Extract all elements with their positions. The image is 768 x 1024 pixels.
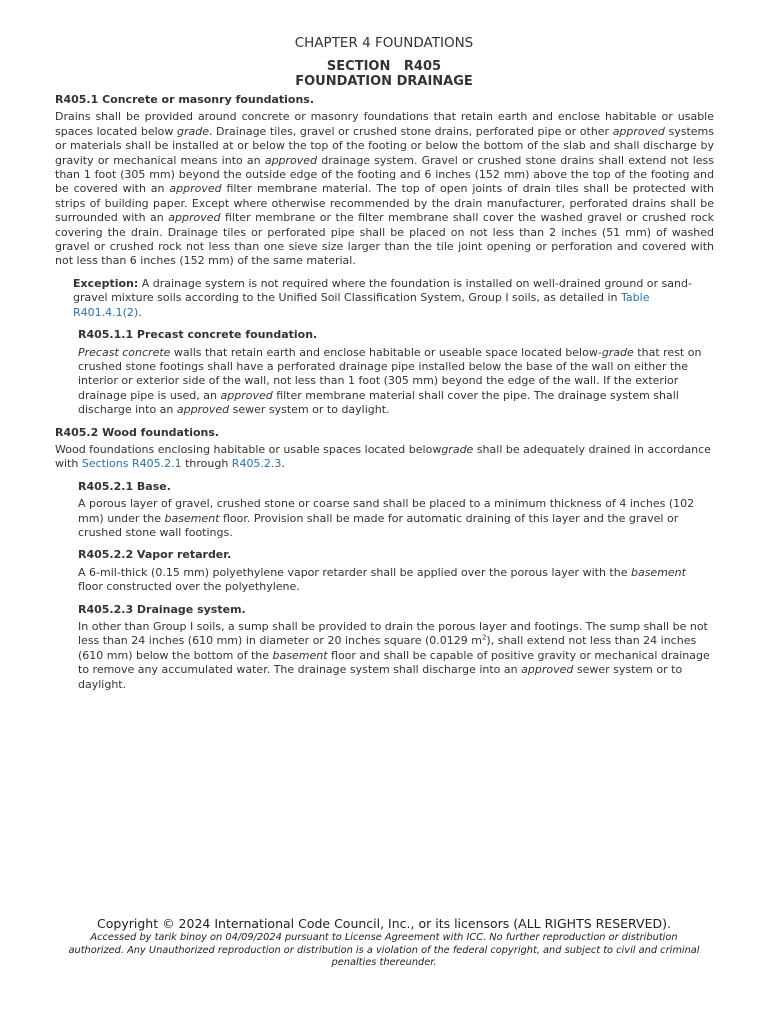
r405-2-2-heading: R405.2.2 Vapor retarder. bbox=[78, 548, 232, 562]
r405-2-3-paragraph: In other than Group I soils, a sump shall be provided to drain the porous layer and footings. The sump shall be not less than 24 inches (610 mm) in diameter or 20 inches square (0.0129 $m^2$), shall extend not less than 24 inches (610 mm) below the bottom of the basement floor and shall be capable of positive gravity or mechanical drainage to remove any accumulated water. The drainage system shall discharge into an approved sewer system or to daylight. bbox=[78, 620, 710, 691]
license-notice: Accessed by tarik binoy on 04/09/2024 pursuant to License Agreement with ICC. No further reproduction or distribution authorized. Any Unauthorized reproduction or distribution is a violation of the federal copyright, and subject to civil and criminal penalties thereunder. bbox=[68, 932, 700, 969]
r405-1-1-paragraph: Precast concrete walls that retain earth and enclose habitable or useable space located below-grade that rest on crushed stone footings shall have a perforated drainage pipe installed below the base of the wall on either the interior or exterior side of the wall, not less than 1 foot (305 mm) beyond the edge of the wall. If the exterior drainage pipe is used, an approved filter membrane material shall cover the pipe. The drainage system shall discharge into an approved sewer system or to daylight. bbox=[78, 345, 702, 417]
chapter-title: CHAPTER 4 FOUNDATIONS bbox=[294, 35, 474, 51]
section-title: FOUNDATION DRAINAGE bbox=[295, 74, 473, 89]
term-grade: grade bbox=[441, 442, 474, 456]
copyright-notice: Copyright © 2024 International Code Council, Inc., or its licensors (ALL RIGHTS RESERVED). bbox=[97, 916, 671, 931]
term-grade: grade bbox=[176, 124, 209, 138]
term-approved: approved bbox=[612, 124, 665, 138]
r405-2-1-heading: R405.2.1 Base. bbox=[78, 479, 171, 493]
term-approved: approved bbox=[169, 182, 222, 196]
exception-paragraph: Exception: A drainage system is not required where the foundation is installed on well-drained ground or sand-gravel mixture soils according to the Unified Soil Classification System, Group I soils, as detailed in Table R401.4.1(2). bbox=[73, 276, 692, 319]
table-r401-4-1-2-link[interactable]: Table R401.4.1(2) bbox=[73, 291, 650, 319]
r405-2-3-link[interactable]: R405.2.3 bbox=[231, 457, 282, 471]
term-approved: approved bbox=[168, 211, 221, 225]
r405-2-heading: R405.2 Wood foundations. bbox=[55, 425, 220, 439]
term-basement: basement bbox=[272, 648, 328, 662]
sections-r405-2-1-link[interactable]: Sections R405.2.1 bbox=[81, 457, 182, 471]
term-precast-concrete: Precast concrete bbox=[78, 345, 171, 359]
r405-2-2-paragraph: A 6-mil-thick (0.15 mm) polyethylene vapor retarder shall be applied over the porous layer with the basement floor constructed over the polyethylene. bbox=[78, 565, 686, 594]
term-approved: approved bbox=[521, 663, 574, 677]
term-basement: basement bbox=[630, 565, 686, 579]
term-approved: approved bbox=[220, 388, 273, 402]
section-number: SECTION R405 bbox=[326, 59, 442, 74]
r405-2-3-heading: R405.2.3 Drainage system. bbox=[78, 602, 246, 616]
section-heading bbox=[0, 59, 768, 89]
term-approved: approved bbox=[264, 153, 318, 167]
page-footer bbox=[0, 916, 768, 970]
r405-1-1-heading: R405.1.1 Precast concrete foundation. bbox=[78, 328, 318, 342]
r405-1-heading: R405.1 Concrete or masonry foundations. bbox=[55, 93, 315, 106]
term-approved: approved bbox=[176, 403, 230, 417]
term-basement: basement bbox=[164, 511, 220, 525]
exception-label: Exception: bbox=[73, 276, 139, 290]
r405-2-paragraph: Wood foundations enclosing habitable or usable spaces located belowgrade shall be adequately drained in accordance with Sections R405.2.1 through R405.2.3. bbox=[55, 442, 711, 471]
document-body bbox=[55, 93, 714, 698]
r405-1-paragraph: Drains shall be provided around concrete or masonry foundations that retain earth and enclose habitable or usable spaces located below grade. Drainage tiles, gravel or crushed stone drains, perforated pipe or other approved systems or materials shall be installed at or below the top of the footing or below the bottom of the slab and shall discharge by gravity or mechanical means into an approved drainage system. Gravel or crushed stone drains shall extend not less than 1 foot (305 mm) beyond the outside edge of the footing and 6 inches (152 mm) above the top of the footing and be covered with an approved filter membrane material. The top of open joints of drain tiles shall be protected with strips of building paper. Except where otherwise recommended by the drain manufacturer, perforated drains shall be surrounded with an approved filter membrane or the filter membrane shall cover the washed gravel or crushed rock covering the drain. Drainage tiles or perforated pipe shall be placed on not less than 2 inches (51 mm) of washed gravel or crushed rock not less than one sieve size larger than the tile joint opening or perforation and covered with not less than 6 inches (152 mm) of the same material. bbox=[55, 110, 715, 268]
term-grade: grade bbox=[601, 345, 634, 359]
r405-2-1-paragraph: A porous layer of gravel, crushed stone or coarse sand shall be placed to a minimum thickness of 4 inches (102 mm) under the basement floor. Provision shall be made for automatic draining of this layer and the gravel or crushed stone wall footings. bbox=[78, 497, 695, 539]
